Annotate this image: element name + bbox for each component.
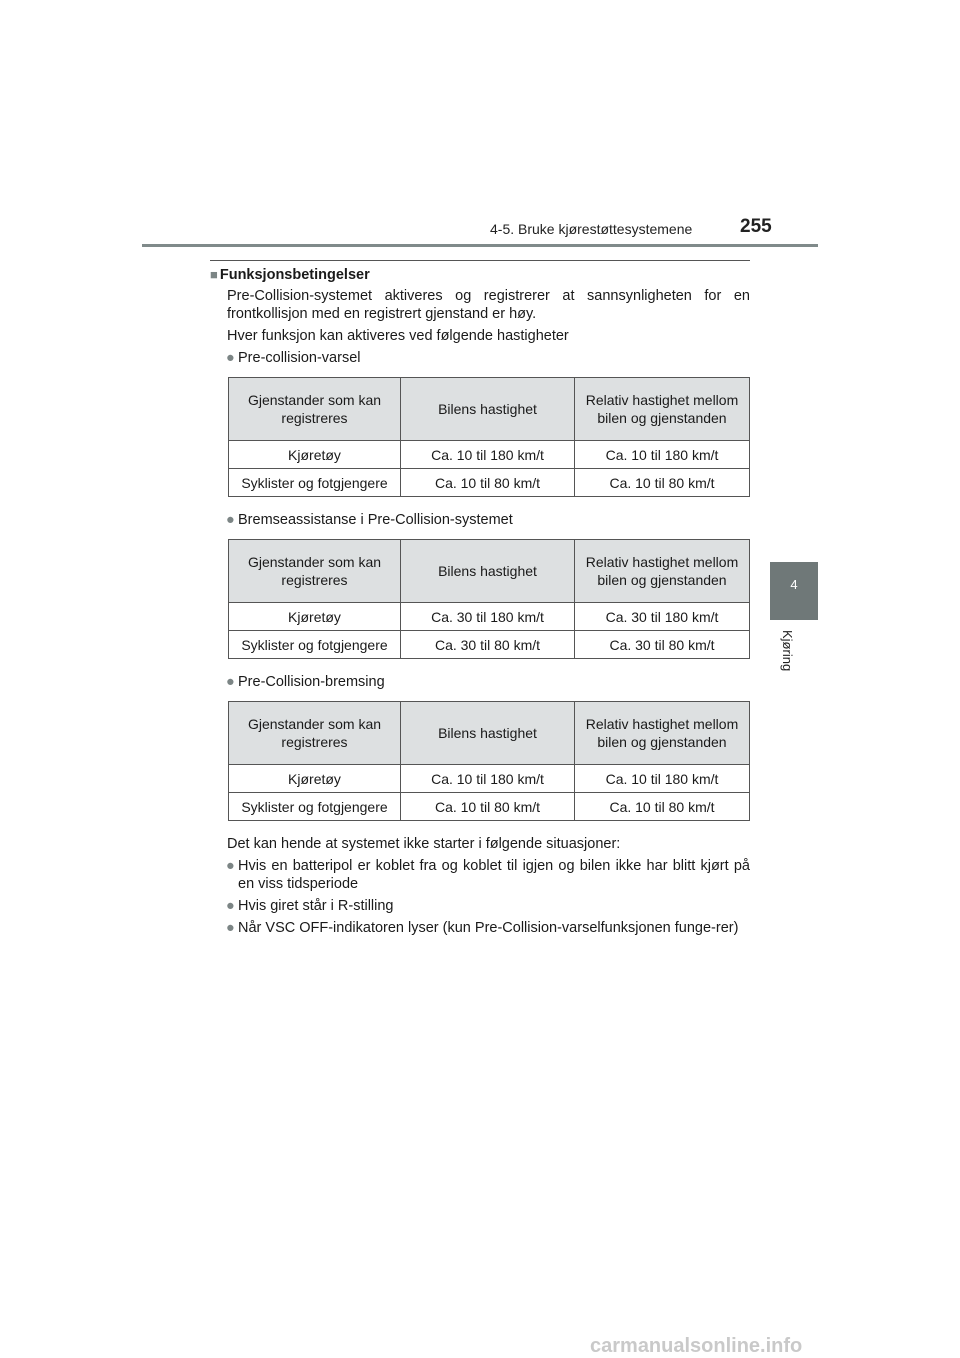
- table-cell: Ca. 10 til 180 km/t: [575, 441, 750, 469]
- circle-bullet-icon: ●: [226, 920, 235, 936]
- header-relative-speed: Relativ hastighet mellom bilen og gjenstanden: [575, 378, 750, 441]
- section-rule: [210, 260, 750, 261]
- table-cell: Ca. 10 til 80 km/t: [401, 469, 575, 497]
- table-row: [229, 631, 750, 659]
- section-heading: [210, 266, 750, 284]
- page-number: 255: [740, 216, 772, 237]
- header-vehicle-speed: Bilens hastighet: [401, 702, 575, 765]
- chapter-tab: 4: [770, 562, 818, 620]
- intro-paragraph: Pre-Collision-systemet aktiveres og registrerer at sannsynligheten for en frontkollisjon med en registrert gjenstand er høy.: [227, 288, 750, 322]
- table-cell: Ca. 30 til 80 km/t: [575, 631, 750, 659]
- table-cell: Ca. 30 til 180 km/t: [401, 603, 575, 631]
- section-heading-text: Funksjonsbetingelser: [219, 267, 370, 283]
- table-cell: Ca. 30 til 180 km/t: [575, 603, 750, 631]
- header-objects: Gjenstander som kan registreres: [229, 540, 401, 603]
- table-row: [229, 603, 750, 631]
- watermark: carmanualsonline.info: [590, 1335, 803, 1357]
- table-cell: Kjøretøy: [229, 441, 401, 469]
- header-objects: Gjenstander som kan registreres: [229, 378, 401, 441]
- main-content: [210, 266, 750, 941]
- table-cell: Ca. 10 til 180 km/t: [575, 765, 750, 793]
- circle-bullet-icon: ●: [226, 858, 235, 874]
- header-title: 4-5. Bruke kjørestøttesystemene: [490, 221, 693, 237]
- header-relative-speed: Relativ hastighet mellom bilen og gjenstanden: [575, 540, 750, 603]
- circle-bullet-icon: ●: [226, 350, 235, 366]
- table-cell: Ca. 10 til 80 km/t: [401, 793, 575, 821]
- speed-table-warning: [228, 377, 750, 497]
- chapter-label: Kjøring: [780, 630, 795, 672]
- header-objects: Gjenstander som kan registreres: [229, 702, 401, 765]
- table-header-row: [229, 540, 750, 603]
- table-row: [229, 793, 750, 821]
- header-relative-speed: Relativ hastighet mellom bilen og gjenstanden: [575, 702, 750, 765]
- table-cell: Ca. 30 til 80 km/t: [401, 631, 575, 659]
- table-title: ● Bremseassistanse i Pre-Collision-systemet: [226, 512, 513, 528]
- table-cell: Kjøretøy: [229, 603, 401, 631]
- table-cell: Ca. 10 til 80 km/t: [575, 469, 750, 497]
- table-row: [229, 441, 750, 469]
- speeds-intro: Hver funksjon kan aktiveres ved følgende hastigheter: [227, 328, 569, 344]
- list-item: ● Når VSC OFF-indikatoren lyser (kun Pre-Collision-varselfunksjonen funge-rer): [226, 920, 739, 936]
- table-row: [229, 469, 750, 497]
- speed-table-braking: [228, 701, 750, 821]
- table-cell: Syklister og fotgjengere: [229, 793, 401, 821]
- table-row: [229, 765, 750, 793]
- conditions-intro: Det kan hende at systemet ikke starter i følgende situasjoner:: [227, 836, 621, 852]
- table-cell: Kjøretøy: [229, 765, 401, 793]
- header-rule: [142, 244, 818, 247]
- table-cell: Syklister og fotgjengere: [229, 469, 401, 497]
- header-vehicle-speed: Bilens hastighet: [401, 378, 575, 441]
- circle-bullet-icon: ●: [226, 512, 235, 528]
- circle-bullet-icon: ●: [226, 898, 235, 914]
- speed-table-brake-assist: [228, 539, 750, 659]
- table-cell: Ca. 10 til 80 km/t: [575, 793, 750, 821]
- list-item: ● Hvis giret står i R-stilling: [226, 898, 394, 914]
- table-cell: Ca. 10 til 180 km/t: [401, 765, 575, 793]
- circle-bullet-icon: ●: [226, 674, 235, 690]
- list-item: ● Hvis en batteripol er koblet fra og koblet til igjen og bilen ikke har blitt kjørt på en viss tidsperiode: [226, 858, 750, 892]
- table-title: ● Pre-Collision-bremsing: [226, 674, 385, 690]
- header-vehicle-speed: Bilens hastighet: [401, 540, 575, 603]
- table-title: ● Pre-collision-varsel: [226, 350, 361, 366]
- table-header-row: [229, 378, 750, 441]
- table-cell: Ca. 10 til 180 km/t: [401, 441, 575, 469]
- table-header-row: [229, 702, 750, 765]
- table-cell: Syklister og fotgjengere: [229, 631, 401, 659]
- square-bullet-icon: ■: [210, 267, 218, 282]
